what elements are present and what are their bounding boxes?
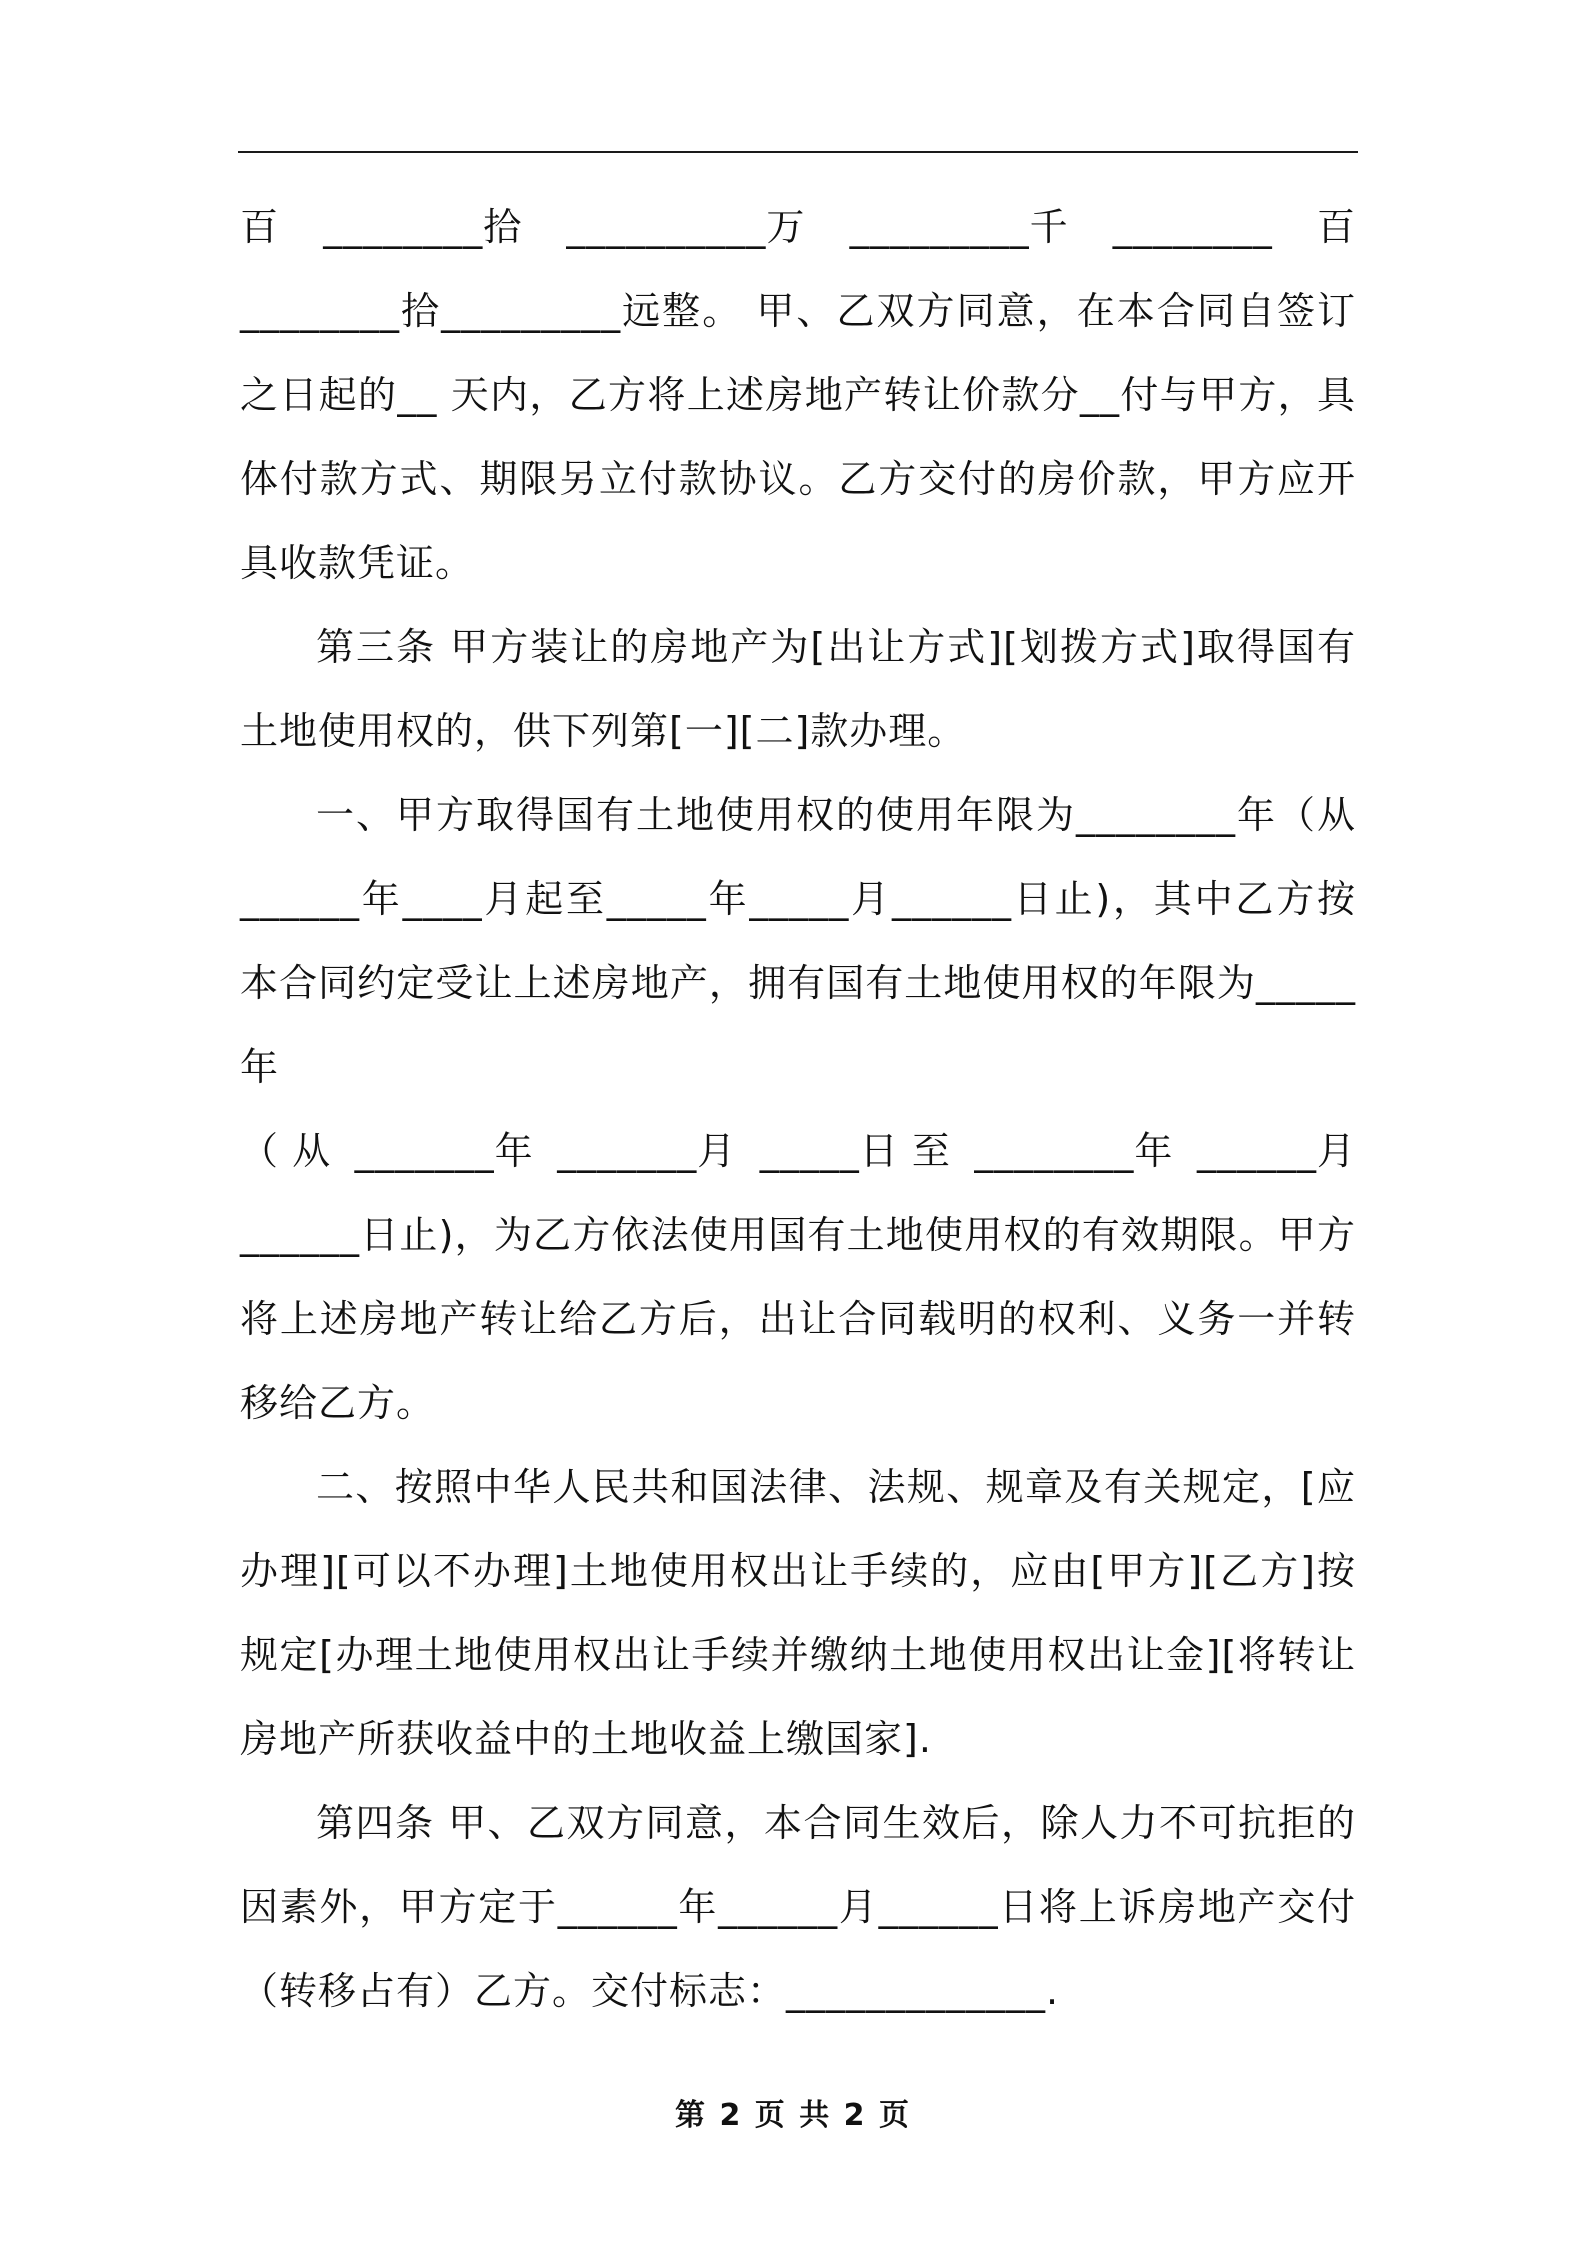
term-row-cell: ________年	[974, 1129, 1174, 1173]
article-3-heading: 第三条 甲方装让的房地产为[出让方式][划拨方式]取得国有土地使用权的，供下列第[一][二]款办理。	[240, 625, 1356, 753]
contract-body	[240, 185, 1356, 2033]
header-rule	[238, 151, 1358, 153]
term-row-cell: ______月	[1196, 1129, 1356, 1173]
article-3-item-1: 一、甲方取得国有土地使用权的使用年限为________年（从______年____月起至_____年_____月______日止)，其中乙方按本合同约定受让上述房地产，拥有国有土地使用权的年限为_____年	[240, 793, 1356, 1089]
payment-paragraph: ________拾_________远整。 甲、乙双方同意，在本合同自签订之日起的__ 天内，乙方将上述房地产转让价款分__付与甲方，具体付款方式、期限另立付款协议。乙方交付的房价款，甲方应开具收款凭证。	[240, 289, 1356, 585]
amount-row-cell: 百	[1316, 205, 1356, 249]
article-3-item-1-continued: ______日止)，为乙方依法使用国有土地使用权的有效期限。甲方将上述房地产转让给乙方后，出让合同载明的权利、义务一并转移给乙方。	[240, 1213, 1356, 1425]
term-fill-row	[240, 1109, 1356, 1193]
term-row-cell: _______月	[557, 1129, 737, 1173]
term-row-cell: _____日 至	[759, 1129, 951, 1173]
amount-fill-row	[240, 185, 1356, 269]
page-number-footer: 第 2 页 共 2 页	[675, 2098, 911, 2133]
article-4: 第四条 甲、乙双方同意，本合同生效后，除人力不可抗拒的因素外，甲方定于______年______月______日将上诉房地产交付（转移占有）乙方。交付标志：_____________.	[240, 1801, 1356, 2013]
amount-row-cell: ________	[1112, 205, 1273, 249]
amount-row-cell: __________万	[566, 205, 806, 249]
term-row-cell: _______年	[354, 1129, 534, 1173]
amount-row-cell: _________千	[849, 205, 1069, 249]
article-3-item-2: 二、按照中华人民共和国法律、法规、规章及有关规定，[应办理][可以不办理]土地使用权出让手续的，应由[甲方][乙方]按规定[办理土地使用权出让手续并缴纳土地使用权出让金][将转让房地产所获收益中的土地收益上缴国家].	[240, 1465, 1356, 1761]
amount-row-cell: ________拾	[323, 205, 523, 249]
amount-row-cell: 百	[240, 205, 280, 249]
term-row-cell: （ 从	[240, 1129, 332, 1173]
